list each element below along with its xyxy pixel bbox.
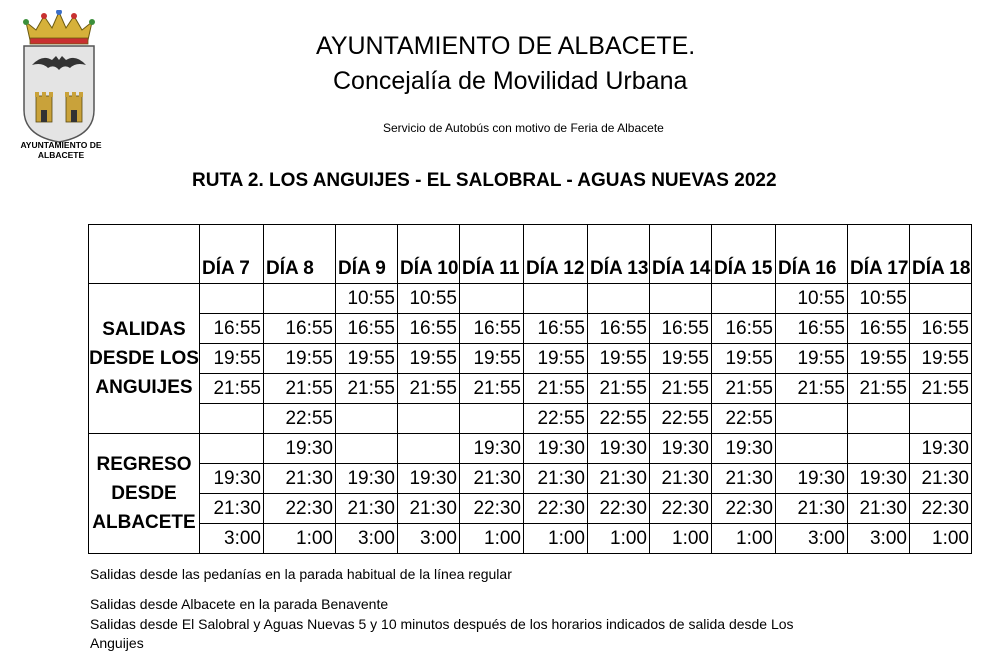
day-header: DÍA 9 xyxy=(336,225,398,284)
time-cell: 21:30 xyxy=(264,464,336,494)
day-header: DÍA 12 xyxy=(524,225,588,284)
time-cell xyxy=(650,284,712,314)
day-header: DÍA 8 xyxy=(264,225,336,284)
time-cell: 19:55 xyxy=(848,344,910,374)
note-albacete-stop: Salidas desde Albacete en la parada Benavente xyxy=(90,596,389,612)
time-cell: 21:30 xyxy=(460,464,524,494)
time-cell: 22:55 xyxy=(524,404,588,434)
time-cell xyxy=(200,404,264,434)
time-cell: 19:30 xyxy=(712,434,776,464)
time-cell: 19:55 xyxy=(910,344,972,374)
time-cell: 16:55 xyxy=(910,314,972,344)
table-row xyxy=(89,284,972,314)
time-cell: 22:30 xyxy=(712,494,776,524)
day-header: DÍA 10 xyxy=(398,225,460,284)
table-row xyxy=(89,434,972,464)
time-cell: 19:30 xyxy=(398,464,460,494)
time-cell: 16:55 xyxy=(776,314,848,344)
time-cell: 21:55 xyxy=(336,374,398,404)
time-cell: 10:55 xyxy=(776,284,848,314)
time-cell: 16:55 xyxy=(398,314,460,344)
time-cell: 21:55 xyxy=(460,374,524,404)
table-row xyxy=(89,464,972,494)
time-cell xyxy=(200,434,264,464)
time-cell xyxy=(588,284,650,314)
time-cell: 22:30 xyxy=(264,494,336,524)
time-cell: 3:00 xyxy=(776,524,848,554)
time-cell: 19:55 xyxy=(398,344,460,374)
time-cell: 3:00 xyxy=(848,524,910,554)
time-cell: 16:55 xyxy=(460,314,524,344)
time-cell xyxy=(776,404,848,434)
time-cell xyxy=(776,434,848,464)
time-cell: 22:30 xyxy=(588,494,650,524)
day-header: DÍA 7 xyxy=(200,225,264,284)
time-cell: 16:55 xyxy=(200,314,264,344)
time-cell: 1:00 xyxy=(910,524,972,554)
time-cell xyxy=(336,404,398,434)
time-cell: 19:55 xyxy=(460,344,524,374)
time-cell xyxy=(848,434,910,464)
time-cell: 21:55 xyxy=(910,374,972,404)
time-cell: 19:55 xyxy=(588,344,650,374)
time-cell xyxy=(336,434,398,464)
time-cell: 19:30 xyxy=(200,464,264,494)
day-header: DÍA 11 xyxy=(460,225,524,284)
time-cell: 1:00 xyxy=(650,524,712,554)
time-cell: 21:30 xyxy=(776,494,848,524)
time-cell: 21:55 xyxy=(650,374,712,404)
time-cell xyxy=(200,284,264,314)
note-salobral-aguas-nuevas-cont: Anguijes xyxy=(90,635,144,651)
time-cell: 19:55 xyxy=(650,344,712,374)
time-cell: 21:55 xyxy=(588,374,650,404)
time-cell: 16:55 xyxy=(336,314,398,344)
time-cell xyxy=(264,284,336,314)
day-header: DÍA 16 xyxy=(776,225,848,284)
table-row xyxy=(89,524,972,554)
time-cell: 21:55 xyxy=(524,374,588,404)
time-cell: 21:55 xyxy=(776,374,848,404)
table-row xyxy=(89,374,972,404)
time-cell: 19:30 xyxy=(848,464,910,494)
time-cell: 21:30 xyxy=(712,464,776,494)
time-cell: 3:00 xyxy=(336,524,398,554)
time-cell: 22:30 xyxy=(910,494,972,524)
table-row xyxy=(89,494,972,524)
day-header: DÍA 17 xyxy=(848,225,910,284)
time-cell: 21:55 xyxy=(264,374,336,404)
time-cell: 1:00 xyxy=(264,524,336,554)
day-header-row xyxy=(89,225,972,284)
time-cell: 3:00 xyxy=(200,524,264,554)
day-header: DÍA 14 xyxy=(650,225,712,284)
time-cell: 22:30 xyxy=(650,494,712,524)
time-cell: 19:55 xyxy=(264,344,336,374)
time-cell: 19:55 xyxy=(200,344,264,374)
day-header: DÍA 13 xyxy=(588,225,650,284)
time-cell: 19:30 xyxy=(776,464,848,494)
time-cell: 10:55 xyxy=(336,284,398,314)
time-cell: 22:55 xyxy=(650,404,712,434)
time-cell: 21:55 xyxy=(398,374,460,404)
note-salobral-aguas-nuevas: Salidas desde El Salobral y Aguas Nuevas 5 y 10 minutos después de los horarios indicados de salida desde Los xyxy=(90,616,794,632)
page-subtitle-department: Concejalía de Movilidad Urbana xyxy=(333,67,688,95)
table-row xyxy=(89,314,972,344)
time-cell: 21:30 xyxy=(650,464,712,494)
time-cell: 21:30 xyxy=(336,494,398,524)
route-title: RUTA 2. LOS ANGUIJES - EL SALOBRAL - AGUAS NUEVAS 2022 xyxy=(192,170,777,191)
group-label-departures: SALIDAS DESDE LOS ANGUIJES xyxy=(89,284,200,434)
time-cell: 19:30 xyxy=(650,434,712,464)
day-header: DÍA 15 xyxy=(712,225,776,284)
day-header: DÍA 18 xyxy=(910,225,972,284)
time-cell: 16:55 xyxy=(588,314,650,344)
time-cell: 22:55 xyxy=(264,404,336,434)
time-cell: 16:55 xyxy=(848,314,910,344)
time-cell: 19:30 xyxy=(264,434,336,464)
time-cell: 1:00 xyxy=(712,524,776,554)
time-cell: 22:55 xyxy=(712,404,776,434)
time-cell xyxy=(398,404,460,434)
time-cell xyxy=(712,284,776,314)
time-cell: 22:55 xyxy=(588,404,650,434)
time-cell: 16:55 xyxy=(712,314,776,344)
time-cell: 16:55 xyxy=(264,314,336,344)
time-cell: 21:30 xyxy=(524,464,588,494)
time-cell: 19:30 xyxy=(588,434,650,464)
time-cell: 10:55 xyxy=(398,284,460,314)
albacete-coat-of-arms xyxy=(22,10,96,145)
time-cell: 3:00 xyxy=(398,524,460,554)
crest-caption: AYUNTAMIENTO DE ALBACETE xyxy=(20,140,102,160)
time-cell: 21:30 xyxy=(200,494,264,524)
note-pedanias-stop: Salidas desde las pedanías en la parada habitual de la línea regular xyxy=(90,566,512,582)
time-cell: 1:00 xyxy=(524,524,588,554)
time-cell xyxy=(460,284,524,314)
time-cell: 21:30 xyxy=(398,494,460,524)
time-cell xyxy=(910,404,972,434)
time-cell xyxy=(460,404,524,434)
service-description: Servicio de Autobús con motivo de Feria de Albacete xyxy=(383,121,664,135)
time-cell xyxy=(524,284,588,314)
time-cell: 19:30 xyxy=(910,434,972,464)
time-cell: 19:55 xyxy=(776,344,848,374)
time-cell: 21:55 xyxy=(712,374,776,404)
time-cell: 10:55 xyxy=(848,284,910,314)
time-cell: 16:55 xyxy=(650,314,712,344)
time-cell xyxy=(848,404,910,434)
table-row xyxy=(89,404,972,434)
table-row xyxy=(89,344,972,374)
time-cell: 19:30 xyxy=(336,464,398,494)
time-cell: 21:30 xyxy=(910,464,972,494)
time-cell: 22:30 xyxy=(524,494,588,524)
time-cell: 21:30 xyxy=(588,464,650,494)
time-cell: 16:55 xyxy=(524,314,588,344)
time-cell: 22:30 xyxy=(460,494,524,524)
time-cell: 19:30 xyxy=(524,434,588,464)
time-cell: 19:55 xyxy=(336,344,398,374)
time-cell: 1:00 xyxy=(460,524,524,554)
time-cell: 21:55 xyxy=(848,374,910,404)
table-corner-cell xyxy=(89,225,200,284)
time-cell: 19:55 xyxy=(524,344,588,374)
time-cell: 19:55 xyxy=(712,344,776,374)
time-cell: 19:30 xyxy=(460,434,524,464)
time-cell xyxy=(910,284,972,314)
time-cell xyxy=(398,434,460,464)
page-title: AYUNTAMIENTO DE ALBACETE. xyxy=(316,32,696,60)
schedule-table xyxy=(88,224,972,554)
group-label-return: REGRESO DESDE ALBACETE xyxy=(89,434,200,554)
time-cell: 21:30 xyxy=(848,494,910,524)
time-cell: 21:55 xyxy=(200,374,264,404)
time-cell: 1:00 xyxy=(588,524,650,554)
